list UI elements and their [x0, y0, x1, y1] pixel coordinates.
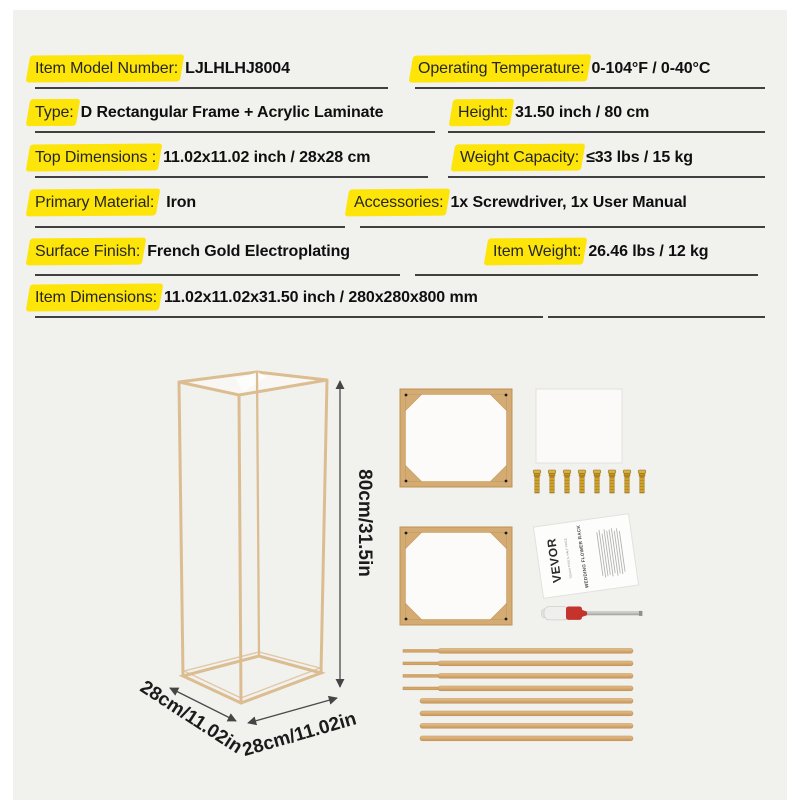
spec-label: Height: — [458, 101, 508, 124]
spec-label: Primary Material: — [35, 191, 154, 214]
manual-tagline-text: TOUGH TOOLS, HALF PRICE — [563, 537, 574, 580]
spec-value: 0-104°F / 0-40°C — [591, 60, 711, 77]
base-left-dimension-label: 28cm/11.02in — [136, 676, 246, 759]
spec-item-item-dimensions — [35, 286, 478, 309]
acrylic-panel-part — [536, 389, 622, 463]
spec-value: Iron — [166, 194, 197, 211]
spec-value: 11.02x11.02x31.50 inch / 280x280x800 mm — [164, 289, 478, 306]
product-diagram — [0, 330, 800, 800]
height-dimension-label: 80cm/31.5in — [354, 469, 375, 577]
divider-line — [35, 87, 388, 89]
screwdriver-part — [542, 607, 643, 620]
spec-item-top-dimensions — [35, 146, 370, 169]
assembly-rods-part — [403, 649, 633, 741]
spec-item-primary-material — [35, 191, 196, 214]
spec-label: Surface Finish: — [35, 240, 140, 263]
divider-line — [448, 131, 765, 133]
divider-line — [35, 176, 428, 178]
divider-line — [448, 176, 765, 178]
divider-line — [415, 274, 758, 276]
divider-line — [415, 87, 765, 89]
spec-label: Operating Temperature: — [418, 57, 585, 80]
spec-item-weight-capacity — [460, 146, 693, 169]
spec-label: Top Dimensions : — [35, 146, 156, 169]
spec-value: ≤33 lbs / 15 kg — [586, 149, 693, 166]
spec-value: 11.02x11.02 inch / 28x28 cm — [163, 149, 371, 166]
spec-item-operating-temperature — [418, 57, 710, 80]
divider-line — [35, 131, 435, 133]
divider-line — [35, 316, 543, 318]
screws-part — [533, 470, 646, 493]
bottom-frame-part — [400, 527, 512, 625]
spec-value: 31.50 inch / 80 cm — [515, 104, 650, 121]
spec-value: French Gold Electroplating — [147, 243, 350, 260]
spec-label: Weight Capacity: — [460, 146, 579, 169]
spec-label: Item Model Number: — [35, 57, 178, 80]
divider-line — [548, 316, 765, 318]
manual-title-text: WEDDING FLOWER RACK — [575, 524, 590, 589]
spec-value: LJLHLHJ8004 — [185, 60, 290, 77]
base-right-dimension-label: 28cm/11.02in — [240, 708, 359, 761]
top-frame-part — [400, 389, 512, 487]
spec-value: D Rectangular Frame + Acrylic Laminate — [80, 104, 384, 121]
spec-value: 1x Screwdriver, 1x User Manual — [450, 194, 687, 211]
divider-line — [35, 226, 345, 228]
spec-item-item-weight — [493, 240, 708, 263]
divider-line — [360, 226, 765, 228]
spec-value: 26.46 lbs / 12 kg — [588, 243, 709, 260]
flower-stand-wireframe — [179, 372, 327, 703]
spec-item-surface-finish — [35, 240, 350, 263]
spec-item-accessories — [354, 191, 687, 214]
divider-line — [35, 274, 400, 276]
spec-label: Item Dimensions: — [35, 286, 157, 309]
user-manual-part — [533, 514, 638, 599]
spec-item-height — [458, 101, 649, 124]
spec-item-type — [35, 101, 383, 124]
spec-label: Accessories: — [354, 191, 444, 214]
spec-label: Item Weight: — [493, 240, 581, 263]
manual-brand-text: VEVOR — [544, 537, 565, 584]
spec-item-model-number — [35, 57, 290, 80]
spec-label: Type: — [35, 101, 74, 124]
